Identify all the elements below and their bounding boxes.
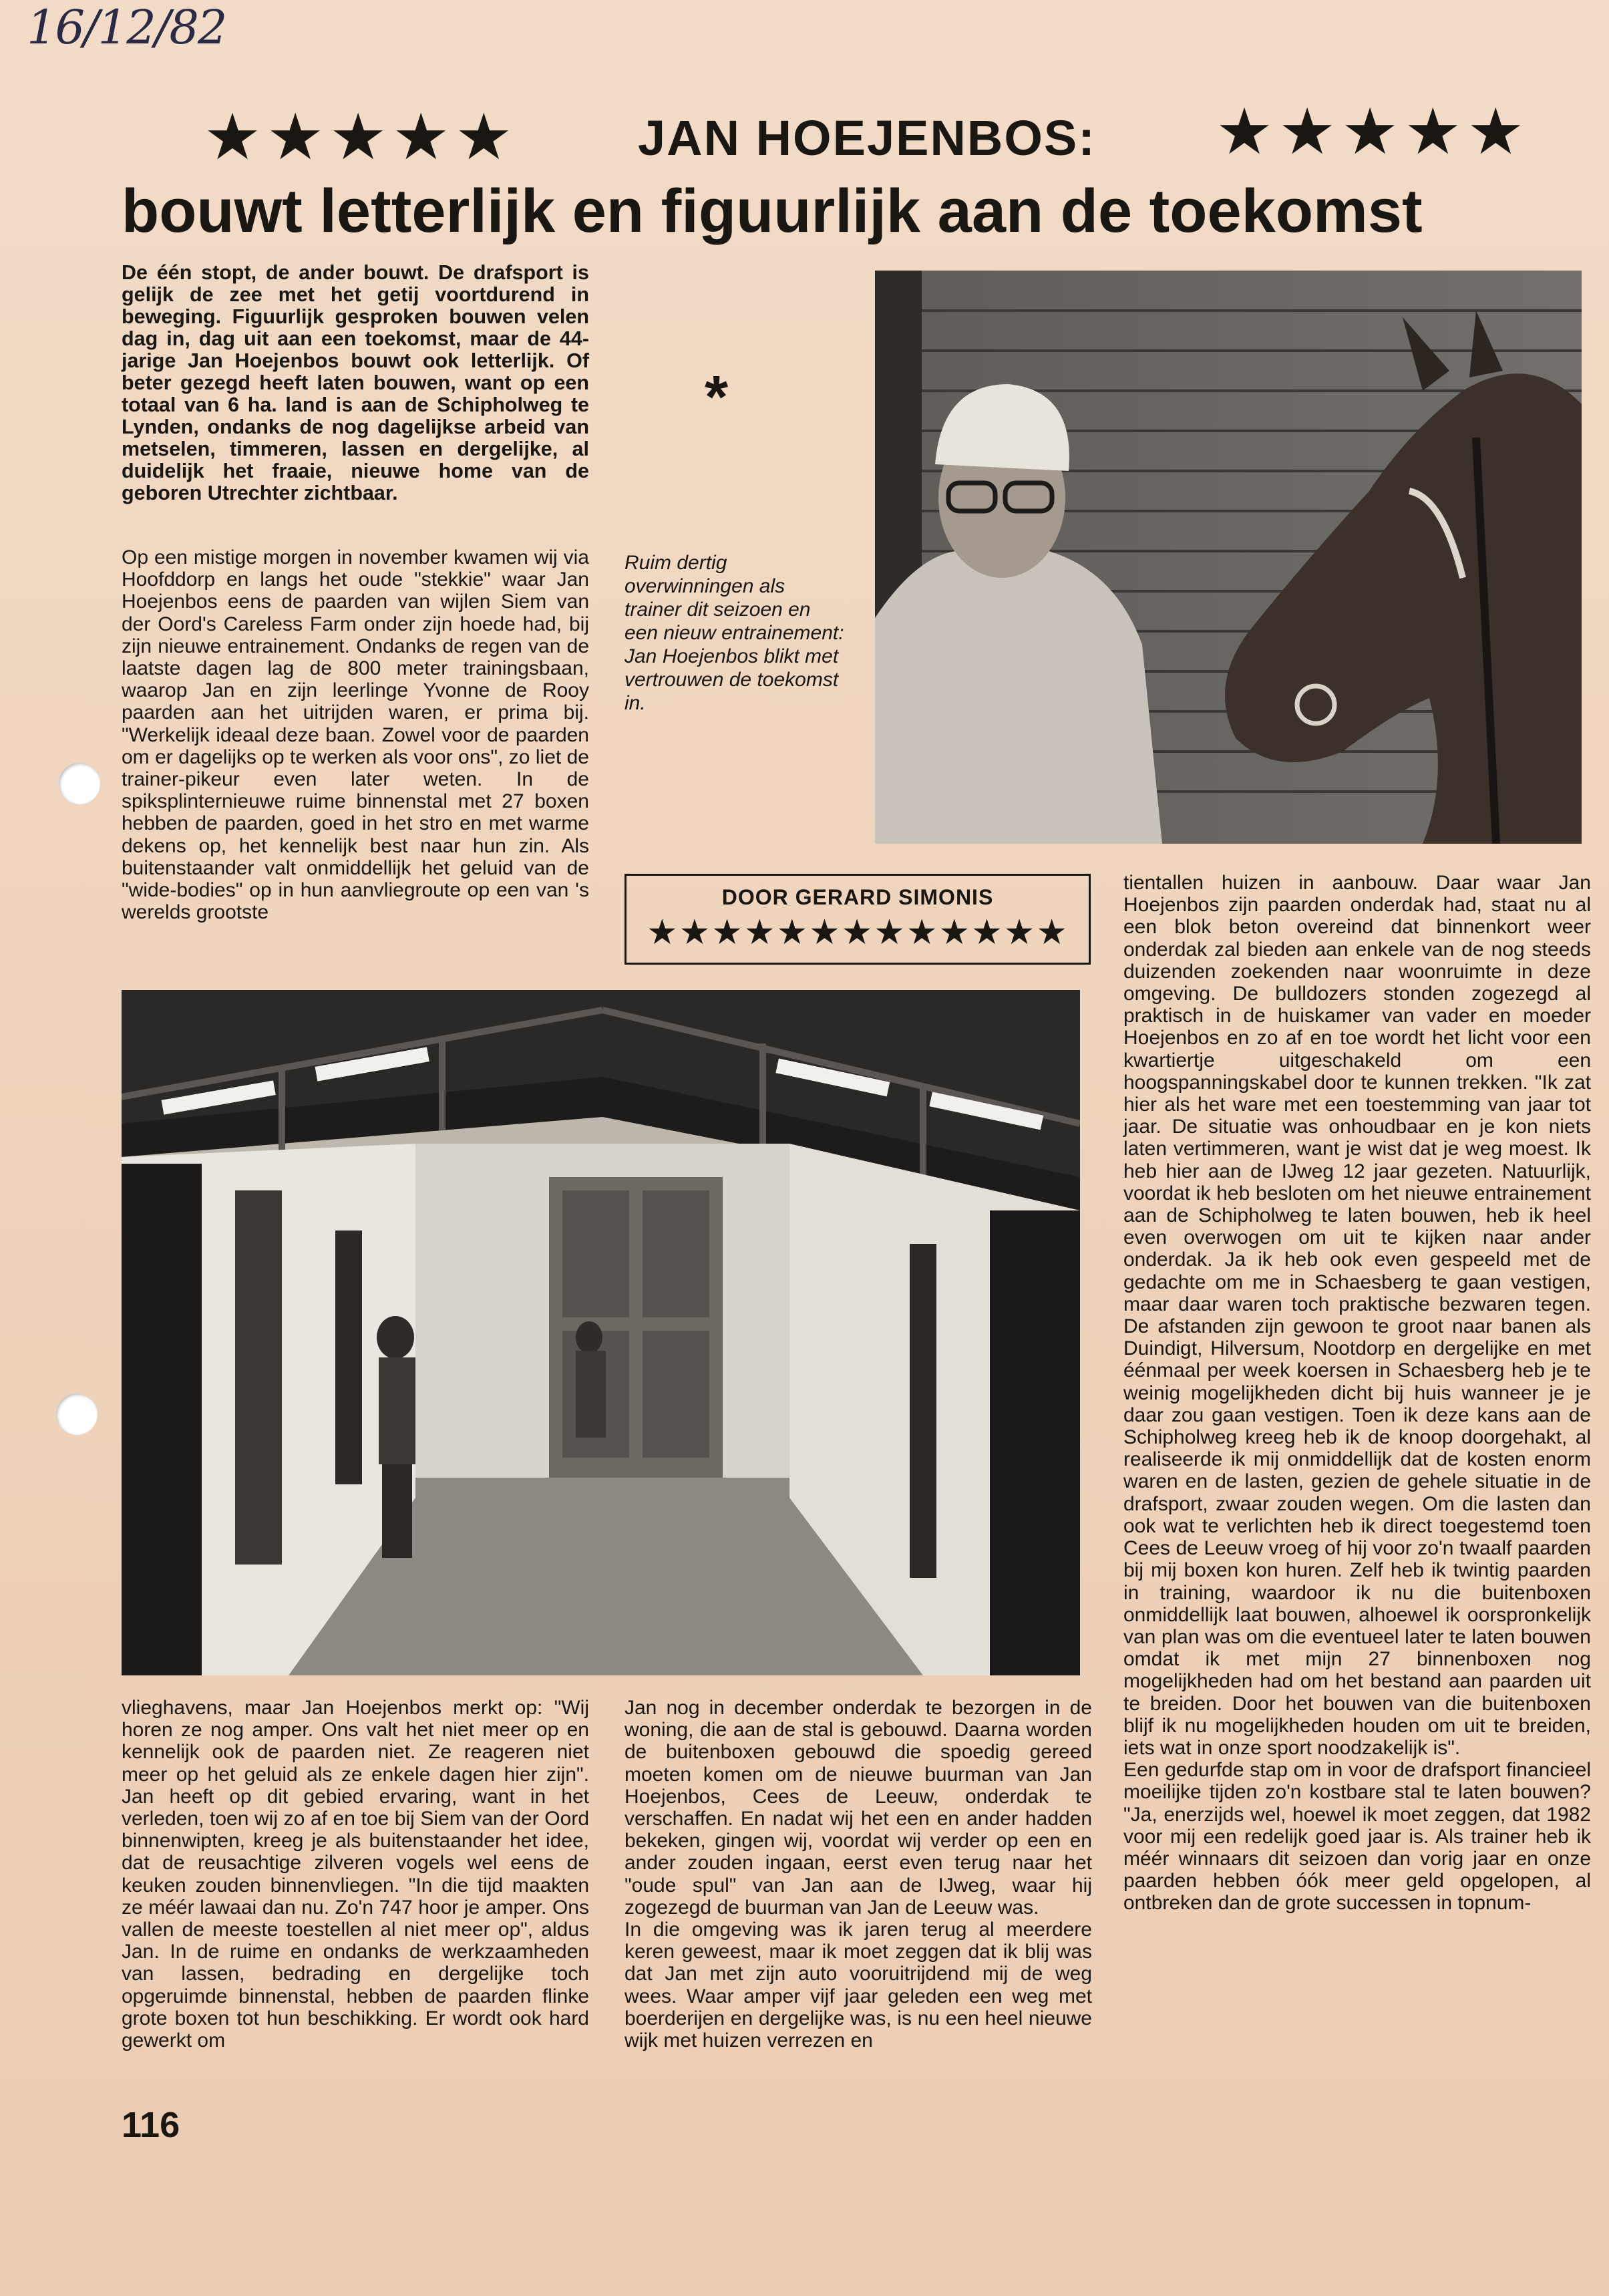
column-2-paragraph-2: In die omgeving was ik jaren terug al meerdere keren geweest, maar ik moet zeggen dat ik blij was dat Jan met zijn auto vooruitrijdend mij de weg wees. Waar amper vijf jaar geleden een weg met boerderijen en dergelijke was, is nu een heel nieuwe wijk met huizen verrezen en [624, 1919, 1092, 2052]
article-kicker: JAN HOEJENBOS: [638, 110, 1096, 166]
photo-stable-interior [122, 990, 1080, 1675]
header-stars-left: ★★★★★ [204, 102, 518, 173]
photo-trainer-with-horse [875, 271, 1582, 844]
punch-hole [56, 1393, 98, 1435]
column-2-paragraph-1: Jan nog in december onderdak te bezorgen in de woning, die aan de stal is gebouwd. Daarna worden de buitenboxen gebouwd die spoedig gereed moeten komen om de nieuwe buurman van Jan Hoejenbos, Cees de Leeuw, onderdak te verschaffen. En nadat wij het een en ander hadden bekeken, gingen wij, voordat wij verder op een en ander zouden ingaan, eerst even terug naar het "oude spul" van Jan aan de IJweg, waar hij zogezegd de buurman van Jan de Leeuw was. [624, 1697, 1092, 1919]
column-3-text [1123, 872, 1591, 1915]
column-1-text-top: Op een mistige morgen in november kwamen wij via Hoofddorp en langs het oude "stekkie" waar Jan Hoejenbos eens de paarden van wijlen Siem van der Oord's Careless Farm onder zijn hoede had, bij zijn nieuwe entrainement. Ondanks de regen van de laatste dagen lag de 800 meter trainingsbaan, waarop Jan en zijn leerlinge Yvonne de Rooy paarden aan het uitrijden waren, er prima bij. "Werkelijk ideaal deze baan. Zowel voor de paarden om er dagelijks op te werken als voor ons", zo liet de trainer-pikeur even later weten. In de spiksplinternieuwe ruime binnenstal met 27 boxen hebben de paarden, goed in het stro en met warme dekens op, het kennelijk best naar hun zin. Als buitenstaander valt onmiddellijk het geluid van de "wide-bodies" op in hun aanvliegroute op een van 's werelds grootste [122, 546, 589, 924]
intro-paragraph: De één stopt, de ander bouwt. De drafsport is gelijk de zee met het getij voortdurend in beweging. Figuurlijk gesproken bouwen velen dag in, dag uit aan een toekomst, maar de 44-jarige Jan Hoejenbos bouwt ook letterlijk. Of beter gezegd heeft laten bouwen, want op een totaal van 6 ha. land is aan de Schipholweg te Lynden, ondanks de nog dagelijkse arbeid van metselen, timmeren, lassen en dergelijke, al duidelijk het fraaie, nieuwe home van de geboren Utrechter zichtbaar. [122, 261, 589, 504]
column-3-paragraph-1: tientallen huizen in aanbouw. Daar waar Jan Hoejenbos zijn paarden onderdak had, staat nu al een blok beton overeind dat binnenkort weer onderdak zal bieden aan enkele van de nog steeds duizenden zoekenden naar woonruimte in deze omgeving. De bulldozers stonden zogezegd al praktisch in de huiskamer van vader en moeder Hoejenbos en zo af en toe wordt het licht voor een kwartiertje uitgeschakeld om een hoogspanningskabel door te kunnen trekken. "Ik zat hier als het ware met een toestemming van jaar tot jaar. De situatie was onhoudbaar en je kon niets laten vertimmeren, want je wist dat je weg moest. Ik heb hier aan de IJweg 12 jaar gezeten. Natuurlijk, voordat ik heb besloten om het nieuwe entrainement aan de Schipholweg te laten bouwen, heb ik heel even overwogen om uit te kijken naar ander onderdak. Ja ik heb ook even gespeeld met de gedachte om me in Schaesberg te gaan vestigen, maar daar waren toch praktische bezwaren tegen. De afstanden zijn gewoon te groot naar banen als Duindigt, Hilversum, Nootdorp en dergelijke en met éénmaal per week koersen in Schaesberg heb je te weinig mogelijkheden dicht bij huis wanneer je je daar zou gaan vestigen. Toen ik deze kans aan de Schipholweg kreeg heb ik de knoop doorgehakt, al realiseerde ik mij onmiddellijk dat de kosten enorm waren en de lasten, gezien de gehele situatie in de drafsport, zwaar zouden wegen. Om die lasten dan ook wat te verlichten heb ik direct toegestemd toen Cees de Leeuw vroeg of hij voor zo'n twaalf paarden bij mij boxen kon huren. Zelf heb ik twintig paarden in training, waardoor ik nu die buitenboxen onmiddellijk laat bouwen, alhoewel ik oorspronkelijk van plan was om die eventueel later te laten bouwen omdat ik met mijn 27 binnenboxen nog mogelijkheden had om het bestand aan paarden uit te breiden. Door het bouwen van die buitenboxen blijf ik nu mogelijkheden houden om uit te breiden, iets wat in onze sport noodzakelijk is". [1123, 872, 1591, 1759]
byline-box [624, 874, 1091, 965]
column-2-text [624, 1697, 1092, 2052]
asterisk-mark: * [705, 364, 729, 431]
column-3-paragraph-2: Een gedurfde stap om in voor de drafsport financieel moeilijke tijden zo'n kostbare stal te laten bouwen? "Ja, enerzijds wel, hoewel ik moet zeggen, dat 1982 voor mij een redelijk goed jaar is. Als trainer heb ik méér winnaars dit seizoen dan vorig jaar en onze paarden hebben óók meer geld opgelopen, al ontbreken dan de grote successen in topnum- [1123, 1759, 1591, 1915]
byline-stars: ★★★★★★★★★★★★★ [646, 913, 1069, 952]
punch-hole [59, 763, 100, 804]
byline: DOOR GERARD SIMONIS [721, 885, 994, 909]
page-number: 116 [122, 2105, 180, 2145]
handwritten-date: 16/12/82 [27, 0, 226, 55]
header-stars-right: ★★★★★ [1216, 96, 1530, 168]
photo-caption: Ruim dertig overwinningen als trainer dit seizoen en een nieuw entrainement: Jan Hoejenbos blikt met vertrouwen de toekomst in. [624, 552, 844, 714]
article-headline: bouwt letterlijk en figuurlijk aan de toekomst [122, 177, 1423, 245]
column-1-text-bottom: vlieghavens, maar Jan Hoejenbos merkt op: "Wij horen ze nog amper. Ons valt het niet meer op en kennelijk ook de paarden niet. Ze reageren niet meer op het geluid als ze enkele dagen hier zijn". Jan heeft op dit gebied ervaring, want in het verleden, toen wij zo af en toe bij Siem van der Oord binnenwipten, kreeg je als buitenstaander het idee, dat de reusachtige zilveren vogels wel eens de keuken zouden binnenvliegen. "In die tijd maakten ze méér lawaai dan nu. Zo'n 747 hoor je amper. Ons vallen de meeste toestellen al niet meer op", aldus Jan. In de ruime en ondanks de werkzaamheden van lassen, bedrading en dergelijke toch opgeruimde binnenstal, hebben de paarden flinke grote boxen tot hun beschikking. Er wordt ook hard gewerkt om [122, 1697, 589, 2052]
